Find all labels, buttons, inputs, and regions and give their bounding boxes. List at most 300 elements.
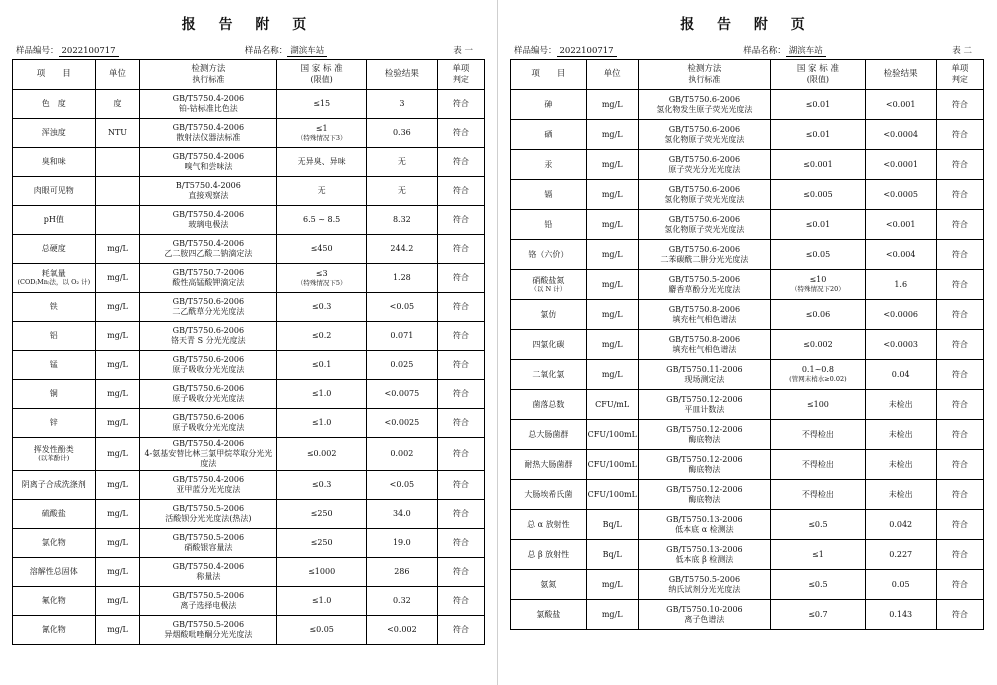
table-number: 表 二	[952, 46, 972, 56]
cell-method-standard: GB/T5750.8-2006	[668, 334, 741, 344]
cell-method	[140, 587, 277, 616]
sample-name	[119, 44, 454, 56]
sample-number-label: 样品编号：	[514, 46, 557, 56]
cell-standard-limit: 0.1~0.8 (管网末梢水≥0.02)	[771, 360, 866, 390]
sample-name-value: 湖滨车站	[786, 46, 826, 57]
cell-judgement: 符合	[936, 480, 983, 510]
cell-item: 氯化物	[13, 529, 96, 558]
cell-unit: mg/L	[586, 570, 638, 600]
cell-method-standard: GB/T5750.6-2006	[668, 124, 741, 134]
sample-number	[16, 44, 119, 56]
table-row	[13, 351, 485, 380]
header-standard-main: 国 家 标 准	[300, 64, 343, 75]
table-number: 表 一	[453, 46, 473, 56]
cell-judgement: 符合	[936, 570, 983, 600]
cell-result: <0.004	[865, 240, 936, 270]
cell-item: 铜	[13, 380, 96, 409]
cell-standard-limit: ≤0.002	[277, 438, 367, 471]
cell-result: <0.0006	[865, 300, 936, 330]
header-standard	[771, 60, 866, 90]
table-row	[13, 558, 485, 587]
header-standard-sub: (限值)	[806, 74, 830, 84]
cell-standard-limit: ≤0.001	[771, 150, 866, 180]
cell-method-standard: GB/T5750.7-2006	[172, 268, 245, 277]
cell-method-name: 硝酸银容量法	[184, 543, 233, 552]
cell-standard-limit: ≤1000	[277, 558, 367, 587]
cell-item: 大肠埃希氏菌	[511, 480, 587, 510]
header-item: 项 目	[13, 60, 96, 90]
cell-unit: CFU/100mL	[586, 420, 638, 450]
cell-result: <0.0025	[366, 409, 437, 438]
header-judge-sub: 判定	[452, 74, 469, 84]
cell-judgement: 符合	[936, 300, 983, 330]
table-header-row	[13, 60, 485, 90]
cell-method-standard: GB/T5750.5-2006	[172, 504, 245, 513]
cell-method-standard: GB/T5750.5-2006	[668, 574, 741, 584]
sample-name	[617, 44, 953, 56]
cell-method-name: 原子吸收分光光度法	[172, 394, 245, 403]
cell-standard-limit: ≤450	[277, 235, 367, 264]
header-method-main: 检测方法	[191, 64, 226, 75]
sample-name-label: 样品名称：	[743, 46, 786, 56]
cell-item: 总大肠菌群	[511, 420, 587, 450]
cell-method-name: 现场测定法	[684, 374, 725, 384]
header-item: 项 目	[511, 60, 587, 90]
cell-method-name: 氢化物原子荧光光度法	[664, 134, 745, 144]
cell-result: 未检出	[865, 450, 936, 480]
page-title: 报 告 附 页	[680, 17, 814, 33]
cell-item: 肉眼可见物	[13, 177, 96, 206]
cell-result: 1.6	[865, 270, 936, 300]
cell-judgement: 符合	[437, 90, 484, 119]
cell-item: 锰	[13, 351, 96, 380]
cell-method-standard: GB/T5750.6-2006	[668, 154, 741, 164]
cell-method	[638, 570, 770, 600]
cell-method-name: 平皿计数法	[684, 404, 725, 414]
header-judge-sub: 判定	[951, 74, 968, 84]
header-judge-main: 单项	[951, 64, 969, 75]
cell-method-standard: GB/T5750.6-2006	[668, 244, 741, 254]
header-judge	[936, 60, 983, 90]
table-row	[13, 322, 485, 351]
header-standard-main: 国 家 标 准	[796, 64, 839, 75]
cell-item: 氯仿	[511, 300, 587, 330]
cell-standard-limit: 不得检出	[771, 420, 866, 450]
cell-method	[638, 120, 770, 150]
cell-method-name: 亚甲蓝分光光度法	[176, 485, 241, 494]
cell-judgement: 符合	[437, 119, 484, 148]
cell-result: 0.05	[865, 570, 936, 600]
cell-standard-limit: ≤0.1	[277, 351, 367, 380]
cell-method-standard: GB/T5750.6-2006	[668, 214, 741, 224]
table-row	[511, 330, 984, 360]
cell-result: 0.071	[366, 322, 437, 351]
cell-method-standard: GB/T5750.4-2006	[172, 439, 245, 448]
table-row	[13, 119, 485, 148]
cell-method-name: 氢化物原子荧光光度法	[664, 224, 745, 234]
cell-item: 铁	[13, 293, 96, 322]
header-method	[638, 60, 770, 90]
cell-unit: CFU/mL	[586, 390, 638, 420]
cell-result: 0.32	[366, 587, 437, 616]
cell-method-standard: GB/T5750.12-2006	[666, 484, 743, 494]
cell-standard-limit: ≤100	[771, 390, 866, 420]
cell-standard-limit: ≤0.002	[771, 330, 866, 360]
cell-unit: mg/L	[95, 438, 140, 471]
cell-unit: mg/L	[95, 558, 140, 587]
cell-method-standard: GB/T5750.6-2006	[172, 297, 245, 306]
page-title: 报 告 附 页	[181, 17, 316, 33]
cell-standard-limit: ≤0.2	[277, 322, 367, 351]
cell-method-name: 麝香草酚分光光度法	[668, 284, 741, 294]
table-row	[511, 270, 984, 300]
cell-method	[140, 293, 277, 322]
cell-judgement: 符合	[936, 540, 983, 570]
cell-method-name: 低本底 α 检测法	[675, 524, 734, 534]
sample-number-label: 样品编号：	[16, 46, 59, 56]
cell-judgement: 符合	[936, 150, 983, 180]
table-row	[511, 600, 984, 630]
cell-method-standard: GB/T5750.4-2006	[172, 152, 245, 161]
cell-unit: mg/L	[586, 180, 638, 210]
cell-standard-note: （特殊情况下20）	[791, 285, 845, 294]
table-row	[13, 90, 485, 119]
cell-standard-limit: ≤1 （特殊情况下3）	[277, 119, 367, 148]
cell-unit: mg/L	[95, 322, 140, 351]
cell-method	[638, 360, 770, 390]
cell-result: 19.0	[366, 529, 437, 558]
cell-unit: mg/L	[95, 471, 140, 500]
cell-unit: mg/L	[586, 240, 638, 270]
cell-result: <0.0005	[865, 180, 936, 210]
table-body-one	[13, 90, 485, 645]
cell-standard-limit: ≤1.0	[277, 380, 367, 409]
cell-method	[140, 119, 277, 148]
cell-standard-limit: ≤250	[277, 500, 367, 529]
cell-item: 砷	[511, 90, 587, 120]
cell-judgement: 符合	[936, 270, 983, 300]
cell-method-name: 直接观察法	[188, 191, 229, 200]
cell-item: 总 α 放射性	[511, 510, 587, 540]
table-row	[511, 120, 984, 150]
cell-judgement: 符合	[437, 500, 484, 529]
cell-method	[638, 450, 770, 480]
cell-unit: mg/L	[95, 351, 140, 380]
cell-unit: mg/L	[586, 300, 638, 330]
cell-item: 菌落总数	[511, 390, 587, 420]
cell-unit: mg/L	[586, 270, 638, 300]
cell-method-name: 离子色谱法	[684, 614, 725, 624]
sample-number-value: 2022100717	[59, 46, 119, 57]
cell-method-standard: B/T5750.4-2006	[175, 181, 241, 190]
table-row	[511, 420, 984, 450]
cell-item: 汞	[511, 150, 587, 180]
cell-result: <0.05	[366, 293, 437, 322]
cell-unit: CFU/100mL	[586, 480, 638, 510]
cell-result: 0.36	[366, 119, 437, 148]
cell-standard-limit: 无异臭、异味	[277, 148, 367, 177]
cell-judgement: 符合	[437, 148, 484, 177]
cell-item: 四氯化碳	[511, 330, 587, 360]
cell-item-sub: (以苯酚计)	[38, 454, 70, 463]
table-row	[13, 409, 485, 438]
cell-result: <0.0003	[865, 330, 936, 360]
cell-standard-limit: ≤1	[771, 540, 866, 570]
cell-method-name: 玻璃电极法	[188, 220, 229, 229]
table-row	[13, 380, 485, 409]
cell-method-standard: GB/T5750.10-2006	[666, 604, 743, 614]
cell-result: 0.025	[366, 351, 437, 380]
table-body-two	[511, 90, 984, 630]
cell-result: <0.05	[366, 471, 437, 500]
cell-unit: mg/L	[95, 500, 140, 529]
cell-unit: mg/L	[95, 616, 140, 645]
report-page-two	[498, 0, 996, 685]
cell-unit: mg/L	[95, 380, 140, 409]
cell-unit: mg/L	[586, 600, 638, 630]
cell-method-standard: GB/T5750.4-2006	[172, 239, 245, 248]
cell-judgement: 符合	[936, 510, 983, 540]
cell-result: 0.002	[366, 438, 437, 471]
cell-judgement: 符合	[936, 180, 983, 210]
results-table-one	[12, 59, 485, 645]
cell-method	[140, 148, 277, 177]
cell-unit: mg/L	[95, 587, 140, 616]
cell-unit: mg/L	[586, 210, 638, 240]
cell-unit: mg/L	[586, 330, 638, 360]
cell-method	[140, 380, 277, 409]
cell-unit: mg/L	[95, 409, 140, 438]
header-method-sub: 执行标准	[688, 74, 721, 84]
cell-method	[638, 390, 770, 420]
cell-standard-limit: 6.5 ~ 8.5	[277, 206, 367, 235]
header-method-main: 检测方法	[687, 64, 722, 75]
cell-method-name: 4-氨基安替比林三氯甲烷萃取分光光度法	[144, 449, 273, 468]
table-row	[511, 240, 984, 270]
report-page-one	[0, 0, 498, 685]
cell-item-sub: (COD₍Mn₎法，以 O₂ 计)	[17, 278, 91, 287]
table-row	[511, 570, 984, 600]
sample-name-value: 湖滨车站	[287, 46, 327, 57]
cell-method	[140, 206, 277, 235]
cell-method	[638, 600, 770, 630]
cell-method	[140, 177, 277, 206]
sample-name-label: 样品名称：	[244, 46, 288, 56]
cell-method-name: 原子吸收分光光度法	[172, 365, 245, 374]
cell-method-standard: GB/T5750.6-2006	[668, 184, 741, 194]
cell-method-name: 酸性高锰酸钾滴定法	[172, 278, 245, 287]
cell-item: 氨氮	[511, 570, 587, 600]
cell-method-standard: GB/T5750.4-2006	[172, 475, 245, 484]
cell-method-standard: GB/T5750.6-2006	[172, 384, 245, 393]
cell-result: <0.001	[865, 90, 936, 120]
table-row	[511, 360, 984, 390]
cell-method-standard: GB/T5750.13-2006	[666, 544, 743, 554]
cell-standard-limit: ≤0.5	[771, 570, 866, 600]
cell-item: 挥发性酚类 (以苯酚计)	[13, 438, 96, 471]
header-judge-main: 单项	[452, 64, 470, 75]
cell-item: 阴离子合成洗涤剂	[13, 471, 96, 500]
table-row	[13, 177, 485, 206]
sample-number-value: 2022100717	[557, 46, 617, 57]
cell-item: 总 β 放射性	[511, 540, 587, 570]
cell-method-name: 纳氏试剂分光光度法	[668, 584, 741, 594]
table-row	[13, 616, 485, 645]
cell-item: 耗氧量 (COD₍Mn₎法，以 O₂ 计)	[13, 264, 96, 293]
cell-result: <0.002	[366, 616, 437, 645]
cell-method-name: 酶底物法	[688, 494, 721, 504]
cell-method-name: 低本底 β 检测法	[675, 554, 734, 564]
cell-method-standard: GB/T5750.4-2006	[172, 210, 245, 219]
cell-method-name: 称量法	[196, 572, 221, 581]
cell-item: 氟化物	[13, 587, 96, 616]
cell-method-name: 活酸钡分光光度法(热法)	[165, 514, 252, 523]
header-method	[140, 60, 277, 90]
table-row	[511, 390, 984, 420]
table-row	[511, 300, 984, 330]
report-meta-row	[16, 44, 481, 56]
cell-method	[140, 351, 277, 380]
cell-method-name: 氢化物原子荧光光度法	[664, 194, 745, 204]
cell-unit: mg/L	[95, 293, 140, 322]
table-row	[13, 235, 485, 264]
cell-method	[638, 420, 770, 450]
cell-result: 未检出	[865, 480, 936, 510]
cell-standard-limit: ≤1.0	[277, 409, 367, 438]
table-row	[13, 206, 485, 235]
cell-method-standard: GB/T5750.5-2006	[172, 533, 245, 542]
cell-item: 色 度	[13, 90, 96, 119]
cell-unit: mg/L	[95, 235, 140, 264]
cell-method	[638, 540, 770, 570]
header-judge	[437, 60, 484, 90]
cell-result: 0.227	[865, 540, 936, 570]
cell-result: 34.0	[366, 500, 437, 529]
table-row	[13, 500, 485, 529]
cell-method-standard: GB/T5750.5-2006	[668, 274, 741, 284]
cell-judgement: 符合	[437, 264, 484, 293]
cell-judgement: 符合	[437, 235, 484, 264]
cell-method	[140, 471, 277, 500]
cell-method	[638, 150, 770, 180]
header-method-sub: 执行标准	[192, 74, 225, 84]
cell-judgement: 符合	[936, 240, 983, 270]
cell-result: 无	[366, 148, 437, 177]
table-row	[511, 540, 984, 570]
cell-item: 耐热大肠菌群	[511, 450, 587, 480]
cell-method-name: 二乙酰草分光光度法	[172, 307, 245, 316]
cell-item: 浑浊度	[13, 119, 96, 148]
cell-method	[638, 480, 770, 510]
cell-method-name: 氢化物发生原子荧光光度法	[656, 104, 753, 114]
cell-method	[638, 210, 770, 240]
cell-judgement: 符合	[936, 600, 983, 630]
cell-result: <0.0075	[366, 380, 437, 409]
cell-judgement: 符合	[437, 351, 484, 380]
cell-standard-limit: ≤0.7	[771, 600, 866, 630]
cell-judgement: 符合	[437, 587, 484, 616]
cell-item: 铬（六价）	[511, 240, 587, 270]
cell-method-name: 二苯碳酰二肼分光光度法	[660, 254, 749, 264]
cell-unit: mg/L	[95, 529, 140, 558]
cell-method-standard: GB/T5750.12-2006	[666, 454, 743, 464]
cell-unit	[95, 206, 140, 235]
cell-method	[638, 180, 770, 210]
cell-method	[638, 300, 770, 330]
table-row	[13, 148, 485, 177]
cell-method-standard: GB/T5750.8-2006	[668, 304, 741, 314]
cell-judgement: 符合	[437, 616, 484, 645]
cell-method-name: 填充柱气相色谱法	[672, 344, 737, 354]
cell-judgement: 符合	[437, 529, 484, 558]
cell-item: 臭和味	[13, 148, 96, 177]
cell-method-name: 异烟酸吡唑酮分光光度法	[164, 630, 253, 639]
cell-item: pH值	[13, 206, 96, 235]
cell-judgement: 符合	[437, 322, 484, 351]
cell-method	[140, 500, 277, 529]
cell-method-name: 铂-钴标准比色法	[179, 104, 238, 113]
cell-method-standard: GB/T5750.6-2006	[172, 355, 245, 364]
cell-judgement: 符合	[437, 206, 484, 235]
cell-method-name: 原子荧光分光光度法	[668, 164, 741, 174]
cell-result: 3	[366, 90, 437, 119]
cell-standard-limit: ≤0.3	[277, 471, 367, 500]
cell-item: 氰化物	[13, 616, 96, 645]
cell-item: 镉	[511, 180, 587, 210]
table-row	[511, 210, 984, 240]
header-result: 检验结果	[366, 60, 437, 90]
cell-method-standard: GB/T5750.5-2006	[172, 591, 245, 600]
cell-unit: 度	[95, 90, 140, 119]
sample-number	[514, 44, 617, 56]
cell-method	[140, 322, 277, 351]
table-row	[13, 471, 485, 500]
cell-standard-limit: ≤0.01	[771, 210, 866, 240]
cell-unit	[95, 177, 140, 206]
cell-standard-limit: ≤0.05	[277, 616, 367, 645]
cell-item: 铝	[13, 322, 96, 351]
cell-standard-limit: ≤1.0	[277, 587, 367, 616]
cell-method	[140, 558, 277, 587]
table-row	[511, 180, 984, 210]
cell-method	[638, 330, 770, 360]
cell-result: 0.042	[865, 510, 936, 540]
cell-method	[140, 264, 277, 293]
cell-standard-note: (管网末梢水≥0.02)	[789, 375, 847, 384]
cell-unit: Bq/L	[586, 540, 638, 570]
table-row	[13, 264, 485, 293]
table-row	[511, 90, 984, 120]
cell-standard-limit: ≤0.01	[771, 120, 866, 150]
cell-item: 锌	[13, 409, 96, 438]
cell-standard-limit: ≤0.005	[771, 180, 866, 210]
cell-judgement: 符合	[437, 409, 484, 438]
cell-judgement: 符合	[936, 90, 983, 120]
cell-method	[140, 90, 277, 119]
cell-judgement: 符合	[936, 390, 983, 420]
cell-method-standard: GB/T5750.12-2006	[666, 394, 743, 404]
cell-judgement: 符合	[936, 210, 983, 240]
cell-method	[638, 90, 770, 120]
cell-unit: mg/L	[586, 120, 638, 150]
cell-method-standard: GB/T5750.4-2006	[172, 123, 245, 132]
cell-method-standard: GB/T5750.5-2006	[172, 620, 245, 629]
cell-standard-note: （特殊情况下3）	[296, 133, 347, 142]
cell-judgement: 符合	[437, 438, 484, 471]
cell-item: 铅	[511, 210, 587, 240]
header-standard-sub: (限值)	[310, 74, 333, 84]
cell-judgement: 符合	[936, 330, 983, 360]
